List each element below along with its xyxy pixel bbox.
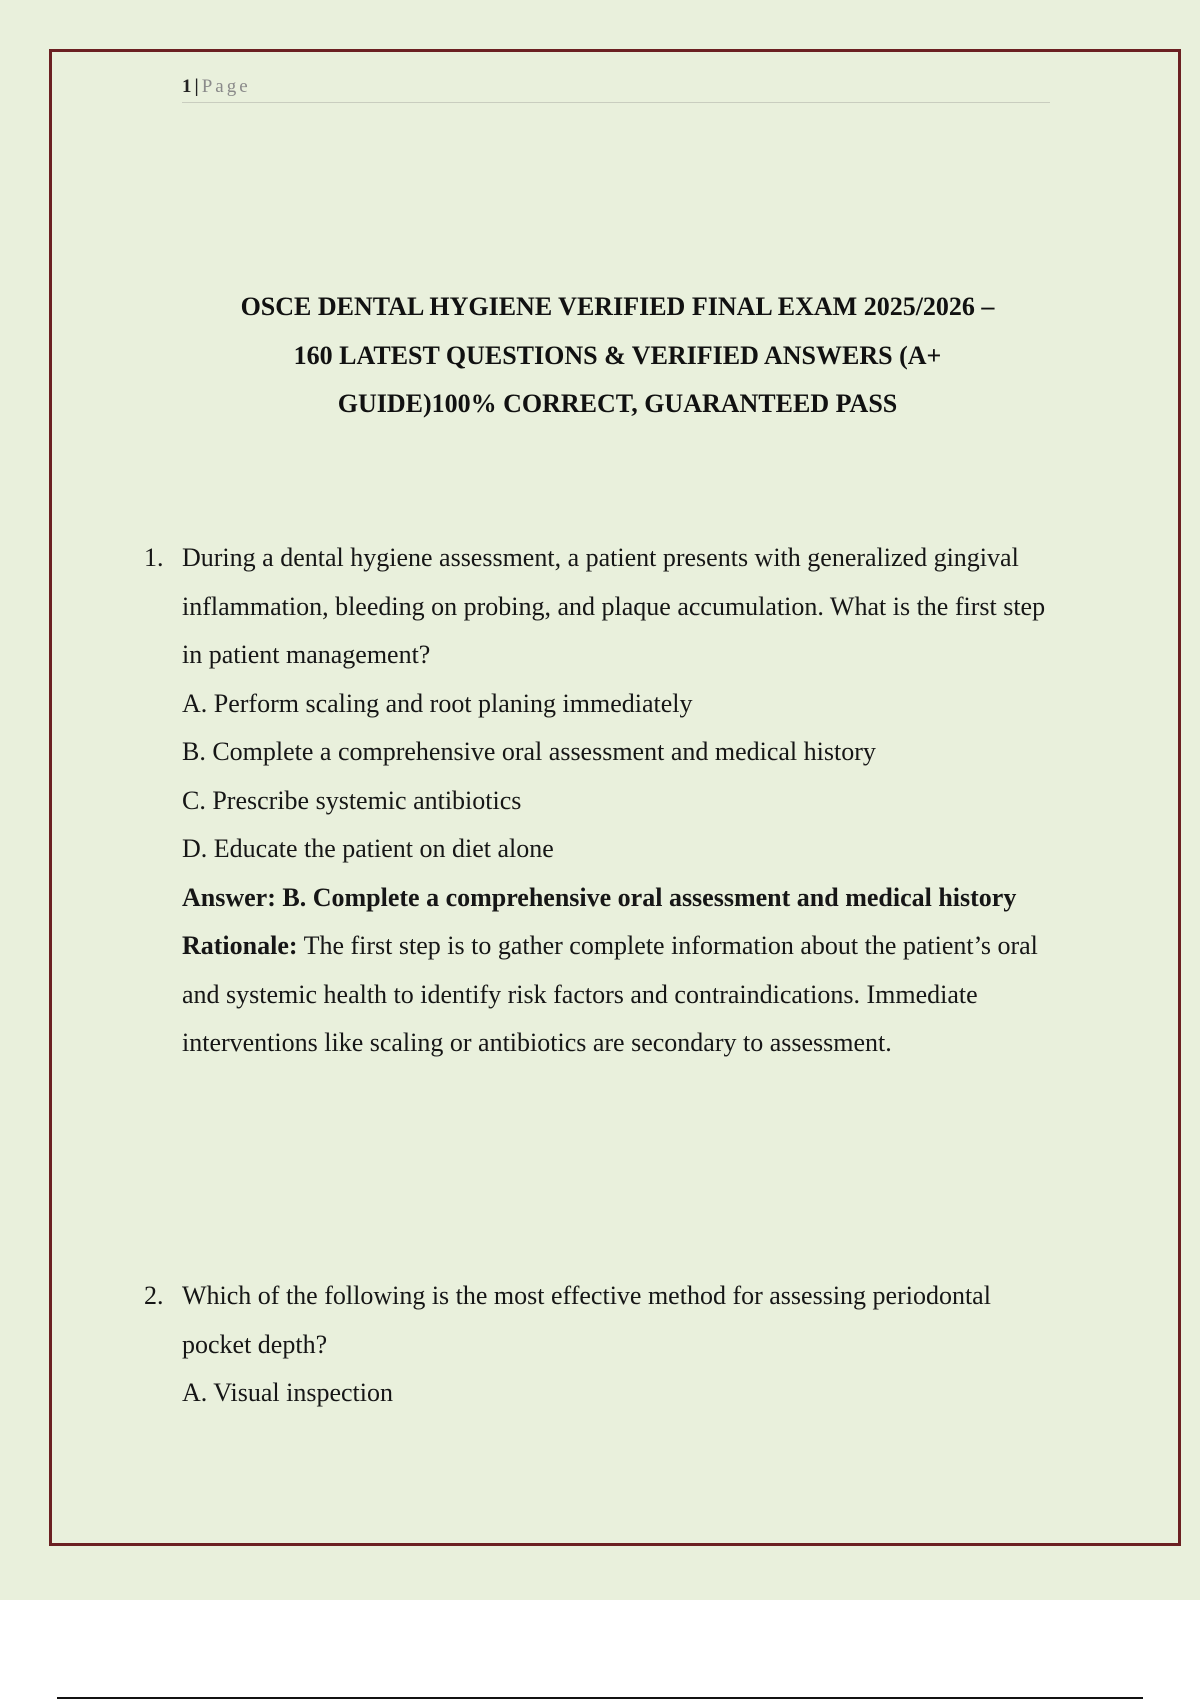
title-line-3: GUIDE)100% CORRECT, GUARANTEED PASS xyxy=(337,389,898,418)
title-line-1: OSCE DENTAL HYGIENE VERIFIED FINAL EXAM 2025/2026 – xyxy=(240,292,995,321)
option-a: A. Perform scaling and root planing immediately xyxy=(182,688,693,718)
document-title xyxy=(150,283,1085,429)
title-line-2: 160 LATEST QUESTIONS & VERIFIED ANSWERS (A+ xyxy=(293,340,942,370)
answer: Answer: B. Complete a comprehensive oral assessment and medical history xyxy=(182,882,1017,912)
question-stem: Which of the following is the most effective method for assessing periodontal pocket depth? xyxy=(182,1281,991,1359)
option-d: D. Educate the patient on diet alone xyxy=(182,834,554,863)
question-2 xyxy=(144,1272,1062,1418)
question-number: 2. xyxy=(144,1281,164,1310)
header-separator: | xyxy=(194,76,199,97)
footer-divider xyxy=(57,1697,1143,1699)
rationale xyxy=(182,922,1062,1068)
option-a: A. Visual inspection xyxy=(182,1378,393,1407)
rationale-label: Rationale: xyxy=(182,931,298,960)
page-header xyxy=(182,72,1050,103)
question-stem: During a dental hygiene assessment, a patient presents with generalized gingival inflammation, bleeding on probing, and plaque accumulation. What is the first step in patient management? xyxy=(182,543,1046,669)
rationale-text: The first step is to gather complete information about the patient’s oral and systemic health to identify risk factors and contraindications. Immediate interventions like scaling or antibiotics are secondary to assessment. xyxy=(182,931,1038,1057)
page-number: 1 xyxy=(182,76,192,97)
option-b: B. Complete a comprehensive oral assessment and medical history xyxy=(182,737,876,766)
option-c: C. Prescribe systemic antibiotics xyxy=(182,785,522,815)
question-number: 1. xyxy=(144,543,164,572)
page-word: Page xyxy=(201,76,251,97)
question-1 xyxy=(144,534,1062,1068)
